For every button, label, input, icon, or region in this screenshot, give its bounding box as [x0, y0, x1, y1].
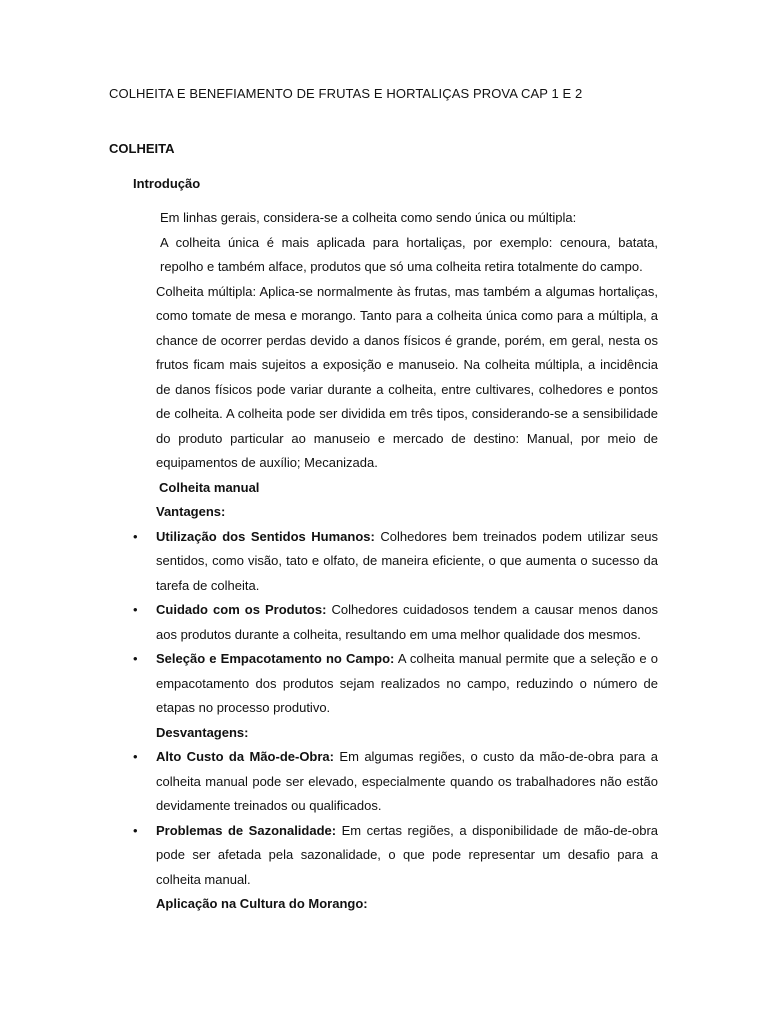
list-item-term: Alto Custo da Mão-de-Obra:	[156, 749, 334, 764]
manual-harvest-heading: Colheita manual	[159, 479, 260, 495]
list-item-term: Problemas de Sazonalidade:	[156, 822, 337, 838]
paragraph-intro: Em linhas gerais, considera-se a colheita como sendo única ou múltipla:	[160, 210, 577, 225]
bullet-icon: •	[133, 528, 138, 544]
bullet-icon: •	[133, 602, 138, 617]
list-item-text: Em algumas regiões, o custo da mão-de-obra para a colheita manual pode ser elevado, especialmente quando os trabalhadores não estão devidamente treinados ou qualificados.	[156, 749, 658, 813]
paragraph-single-harvest: A colheita única é mais aplicada para hortaliças, por exemplo: cenoura, batata, repolho e também alface, produtos que só uma colheita retira totalmente do campo.	[160, 234, 658, 274]
list-item-term: Cuidado com os Produtos:	[156, 602, 327, 617]
application-heading: Aplicação na Cultura do Morango:	[156, 896, 368, 911]
section-heading: COLHEITA	[109, 141, 175, 156]
list-item	[133, 819, 658, 893]
subsection-heading: Introdução	[133, 176, 201, 191]
document-body	[133, 206, 658, 917]
disadvantages-heading: Desvantagens:	[156, 724, 249, 740]
list-item-text: Colhedores cuidadosos tendem a causar menos danos aos produtos durante a colheita, resultando em uma melhor qualidade dos mesmos.	[156, 602, 658, 642]
list-item	[133, 525, 658, 599]
list-item	[133, 647, 658, 721]
list-item	[133, 745, 658, 819]
list-item-term: Utilização dos Sentidos Humanos:	[156, 528, 375, 544]
list-item-term: Seleção e Empacotamento no Campo:	[156, 651, 395, 666]
bullet-icon: •	[133, 822, 138, 838]
disadvantages-list	[133, 745, 658, 892]
bullet-icon: •	[133, 749, 138, 764]
list-item	[133, 598, 658, 647]
bullet-icon: •	[133, 651, 138, 666]
advantages-heading: Vantagens:	[156, 504, 226, 519]
list-item-text: A colheita manual permite que a seleção e o empacotamento dos produtos sejam realizados no campo, reduzindo o número de etapas no processo produtivo.	[156, 651, 658, 715]
list-item-text: Colhedores bem treinados podem utilizar seus sentidos, como visão, tato e olfato, de maneira eficiente, o que aumenta o sucesso da tarefa de colheita.	[156, 528, 658, 593]
document-title: COLHEITA E BENEFIAMENTO DE FRUTAS E HORTALIÇAS PROVA CAP 1 E 2	[109, 86, 583, 101]
paragraph-multiple-harvest: Colheita múltipla: Aplica-se normalmente às frutas, mas também a algumas hortaliças, como tomate de mesa e morango. Tanto para a colheita única como para a múltipla, a chance de ocorrer perdas devido a danos físicos é grande, porém, em geral, nesta os frutos ficam mais sujeitos a exposição e manuseio. Na colheita múltipla, a incidência de danos físicos pode variar durante a colheita, entre cultivares, colhedores e pontos de colheita. A colheita pode ser dividida em três tipos, considerando-se a sensibilidade do produto particular ao manuseio e mercado de destino: Manual, por meio de equipamentos de auxílio; Mecanizada.	[156, 283, 658, 470]
list-item-text: Em certas regiões, a disponibilidade de mão-de-obra pode ser afetada pela sazonalidade, o que pode representar um desafio para a colheita manual.	[156, 822, 658, 887]
advantages-list	[133, 525, 658, 721]
